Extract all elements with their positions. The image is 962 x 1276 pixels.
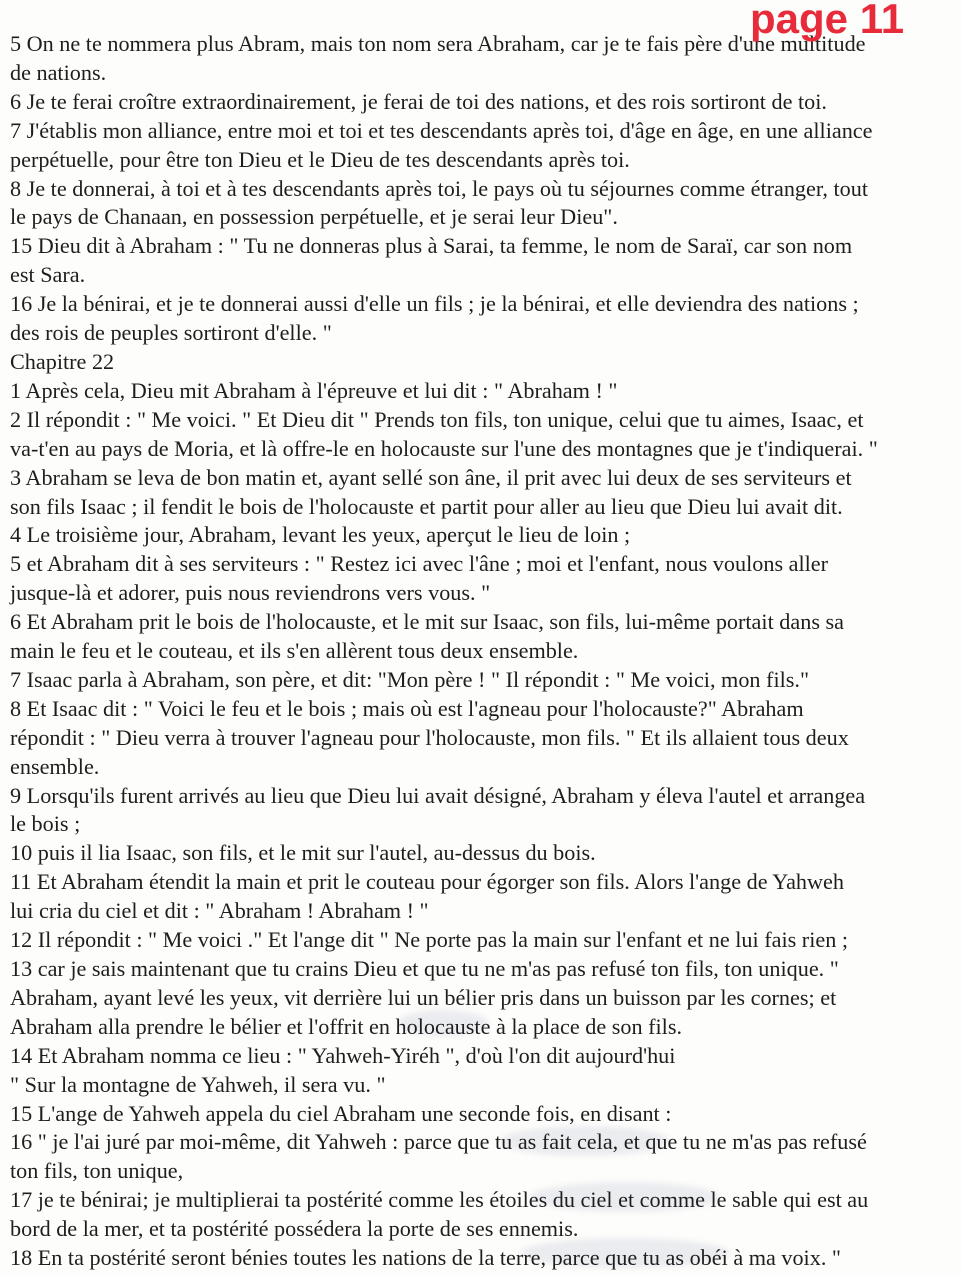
text-line: 7 Isaac parla à Abraham, son père, et dit: "Mon père ! " Il répondit : " Me voici, mon fils.": [10, 666, 810, 692]
text-line: 3 Abraham se leva de bon matin et, ayant sellé son âne, il prit avec lui deux de ses serviteurs et: [10, 464, 852, 490]
text-line: 1 Après cela, Dieu mit Abraham à l'épreuve et lui dit : " Abraham ! ": [10, 377, 618, 403]
text-line: le bois ;: [10, 811, 81, 837]
text-line: 16 " je l'ai juré par moi-même, dit Yahweh : parce que tu as fait cela, et que tu ne m'as pas refusé: [10, 1129, 867, 1155]
text-line: Abraham alla prendre le bélier et l'offrit en holocauste à la place de son fils.: [10, 1013, 683, 1039]
text-line: des rois de peuples sortiront d'elle. ": [10, 320, 332, 346]
text-line: main le feu et le couteau, et ils s'en allèrent tous deux ensemble.: [10, 638, 579, 664]
text-line: jusque-là et adorer, puis nous reviendrons vers vous. ": [10, 580, 491, 606]
scripture-text: [10, 30, 955, 1273]
text-line: 4 Le troisième jour, Abraham, levant les yeux, aperçut le lieu de loin ;: [10, 522, 631, 548]
chapter-heading: Chapitre 22: [10, 348, 115, 374]
text-line: 2 Il répondit : " Me voici. " Et Dieu dit " Prends ton fils, ton unique, celui que tu aimes, Isaac, et: [10, 406, 864, 432]
text-line: 15 Dieu dit à Abraham : " Tu ne donneras plus à Sarai, ta femme, le nom de Saraï, car son nom: [10, 233, 853, 259]
text-line: 14 Et Abraham nomma ce lieu : " Yahweh-Yiréh ", d'où l'on dit aujourd'hui: [10, 1042, 676, 1068]
text-line: ensemble.: [10, 753, 100, 779]
text-line: 18 En ta postérité seront bénies toutes les nations de la terre, parce que tu as obéi à ma voix. ": [10, 1245, 841, 1271]
text-line: 10 puis il lia Isaac, son fils, et le mit sur l'autel, au-dessus du bois.: [10, 840, 596, 866]
text-line: 6 Je te ferai croître extraordinairement, je ferai de toi des nations, et des rois sortiront de toi.: [10, 88, 827, 114]
text-line: 17 je te bénirai; je multiplierai ta postérité comme les étoiles du ciel et comme le sable qui est au: [10, 1187, 869, 1213]
text-line: 7 J'établis mon alliance, entre moi et toi et tes descendants après toi, d'âge en âge, en une alliance: [10, 117, 873, 143]
text-line: 13 car je sais maintenant que tu crains Dieu et que tu ne m'as pas refusé ton fils, ton unique. ": [10, 956, 839, 981]
text-line: perpétuelle, pour être ton Dieu et le Dieu de tes descendants après toi.: [10, 146, 630, 172]
text-line: de nations.: [10, 59, 107, 85]
text-line: 12 Il répondit : " Me voici ." Et l'ange dit " Ne porte pas la main sur l'enfant et ne lui fais rien ;: [10, 927, 849, 953]
text-line: lui cria du ciel et dit : " Abraham ! Abraham ! ": [10, 898, 429, 924]
page-number-label: page 11: [750, 0, 905, 42]
text-line: 16 Je la bénirai, et je te donnerai aussi d'elle un fils ; je la bénirai, et elle deviendra des nations ;: [10, 291, 859, 317]
text-line: 15 L'ange de Yahweh appela du ciel Abraham une seconde fois, en disant :: [10, 1100, 672, 1126]
text-line: " Sur la montagne de Yahweh, il sera vu. ": [10, 1071, 386, 1097]
text-line: bord de la mer, et ta postérité possédera la porte de ses ennemis.: [10, 1216, 579, 1242]
text-line: 8 Et Isaac dit : " Voici le feu et le bois ; mais où est l'agneau pour l'holocauste?" Abraham: [10, 695, 804, 721]
text-line: le pays de Chanaan, en possession perpétuelle, et je serai leur Dieu".: [10, 204, 618, 230]
text-line: son fils Isaac ; il fendit le bois de l'holocauste et partit pour aller au lieu que Dieu lui avait dit.: [10, 493, 843, 519]
text-line: 5 On ne te nommera plus Abram, mais ton nom sera Abraham, car je te fais père d'une multitude: [10, 31, 866, 56]
text-line: va-t'en au pays de Moria, et là offre-le en holocauste sur l'une des montagnes que je t'indiquerai. ": [10, 435, 878, 461]
text-line: Abraham, ayant levé les yeux, vit derrière lui un bélier pris dans un buisson par les cornes; et: [10, 984, 837, 1010]
text-line: est Sara.: [10, 262, 86, 288]
text-line: 6 Et Abraham prit le bois de l'holocauste, et le mit sur Isaac, son fils, lui-même portait dans sa: [10, 609, 844, 635]
text-line: ton fils, ton unique,: [10, 1158, 184, 1184]
text-line: répondit : " Dieu verra à trouver l'agneau pour l'holocauste, mon fils. " Et ils allaient tous deux: [10, 724, 849, 750]
text-line: 11 Et Abraham étendit la main et prit le couteau pour égorger son fils. Alors l'ange de Yahweh: [10, 869, 844, 895]
text-line: 5 et Abraham dit à ses serviteurs : " Restez ici avec l'âne ; moi et l'enfant, nous voulons aller: [10, 551, 829, 577]
text-line: 9 Lorsqu'ils furent arrivés au lieu que Dieu lui avait désigné, Abraham y éleva l'autel et arrangea: [10, 782, 866, 808]
text-line: 8 Je te donnerai, à toi et à tes descendants après toi, le pays où tu séjournes comme étranger, tout: [10, 175, 868, 201]
